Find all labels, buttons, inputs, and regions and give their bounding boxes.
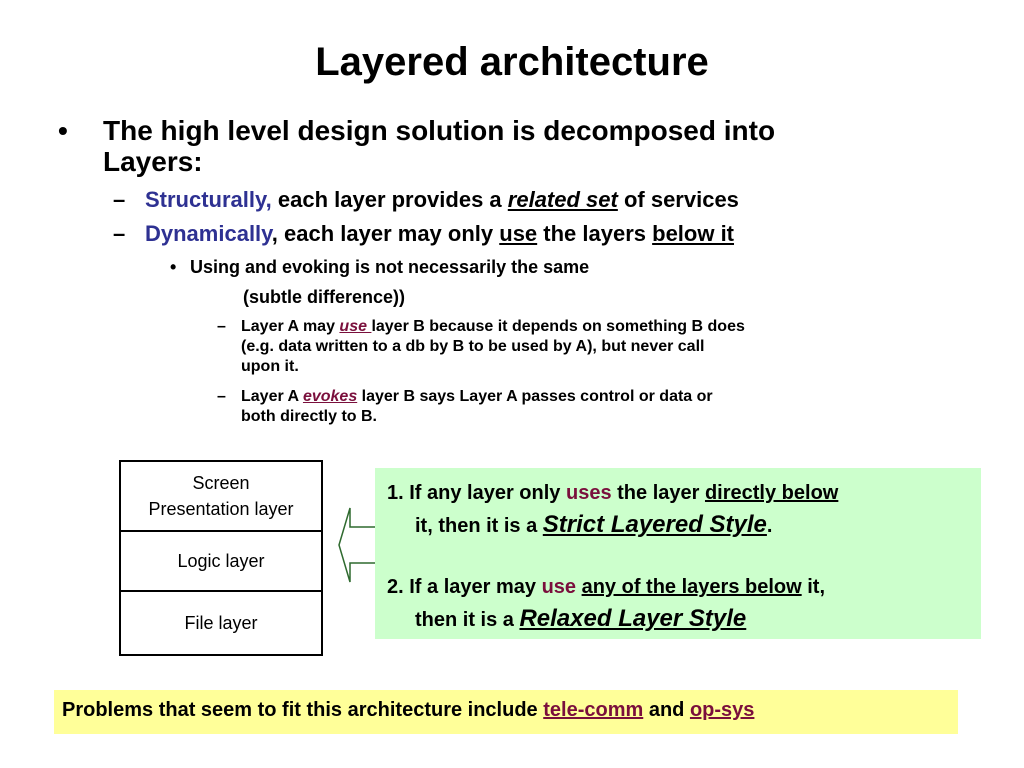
rule-text: it, then it is a [415, 515, 543, 537]
level4-text: Layer A may [241, 318, 340, 335]
sub-sub-bullet-marker: • [170, 257, 177, 277]
sub-bullet-text: the layers [537, 221, 653, 246]
left-arrow-icon [338, 505, 380, 585]
below-it-term: below it [652, 221, 735, 246]
directly-below-term: directly below [704, 482, 839, 504]
level4-marker: – [217, 318, 226, 335]
layer-stack [119, 460, 323, 656]
presentation-layer-box [121, 462, 321, 532]
structurally-term: Structurally, [145, 187, 272, 212]
level4-text: layer B says Layer A passes control or data or [357, 388, 713, 405]
footer-note [54, 690, 958, 734]
bullet-text-line2: Layers: [103, 146, 203, 177]
level4-use-line3: upon it. [241, 358, 299, 375]
level4-marker: – [217, 388, 226, 405]
rule-text: If a layer may [409, 576, 542, 598]
level4-use-line1 [241, 317, 745, 337]
level4-use-line2: (e.g. data written to a db by B to be used by A), but never call [241, 338, 705, 355]
slide-title: Layered architecture [315, 40, 709, 84]
relaxed-layer-style: Relaxed Layer Style [519, 605, 747, 632]
sub-sub-bullet-line2: (subtle difference)) [243, 287, 406, 307]
footer-text: and [643, 699, 690, 721]
sub-bullet-dynamically [145, 221, 734, 247]
rule-text: the layer [611, 482, 705, 504]
logic-layer-label: Logic layer [177, 551, 265, 571]
rule-2-line2 [415, 603, 746, 636]
level4-text: layer B because it depends on something B does [371, 318, 745, 335]
related-set-term: related set [507, 187, 618, 212]
sub-bullet-text: each layer provides a [271, 187, 508, 212]
uses-term: uses [565, 482, 612, 504]
level4-text: Layer A [241, 388, 303, 405]
sub-bullet-marker: – [113, 187, 126, 212]
strict-layered-style: Strict Layered Style [542, 511, 767, 538]
level4-evokes-line1 [241, 387, 713, 407]
layer-style-rules-box [375, 468, 981, 639]
rule-number: 2. [387, 576, 404, 598]
sub-sub-bullet-line1: Using and evoking is not necessarily the same [190, 257, 590, 277]
rule-2-line1 [387, 571, 825, 603]
presentation-layer-label-line2: Presentation layer [148, 499, 294, 519]
bullet-text-line1: The high level design solution is decomposed into [103, 115, 776, 146]
rule-1-line1 [387, 477, 838, 509]
rule-text: If any layer only [409, 482, 566, 504]
use-emphasis: use [339, 318, 372, 335]
rule-1-line2 [415, 509, 772, 542]
footer-text: Problems that seem to fit this architecture include [62, 699, 544, 721]
sub-bullet-marker: – [113, 221, 126, 246]
rule-text: . [766, 515, 773, 537]
any-layers-below-term: any of the layers below [581, 576, 802, 598]
rule-text: then it is a [415, 609, 520, 631]
file-layer-box [121, 592, 321, 654]
rule-text: it, [801, 576, 826, 598]
file-layer-label: File layer [184, 613, 258, 633]
bullet-marker: • [58, 115, 68, 146]
sub-bullet-text: , each layer may only [271, 221, 500, 246]
dynamically-term: Dynamically [145, 221, 272, 246]
op-sys-term: op-sys [689, 699, 755, 721]
sub-bullet-text: of services [617, 187, 739, 212]
rule-number: 1. [387, 482, 404, 504]
sub-bullet-structurally [145, 187, 739, 213]
level4-evokes-line2: both directly to B. [241, 408, 377, 425]
logic-layer-box [121, 532, 321, 592]
presentation-layer-label-line1: Screen [192, 473, 250, 493]
use-term: use [499, 221, 538, 246]
use-term: use [541, 576, 577, 598]
evokes-emphasis: evokes [302, 388, 358, 405]
tele-comm-term: tele-comm [543, 699, 644, 721]
